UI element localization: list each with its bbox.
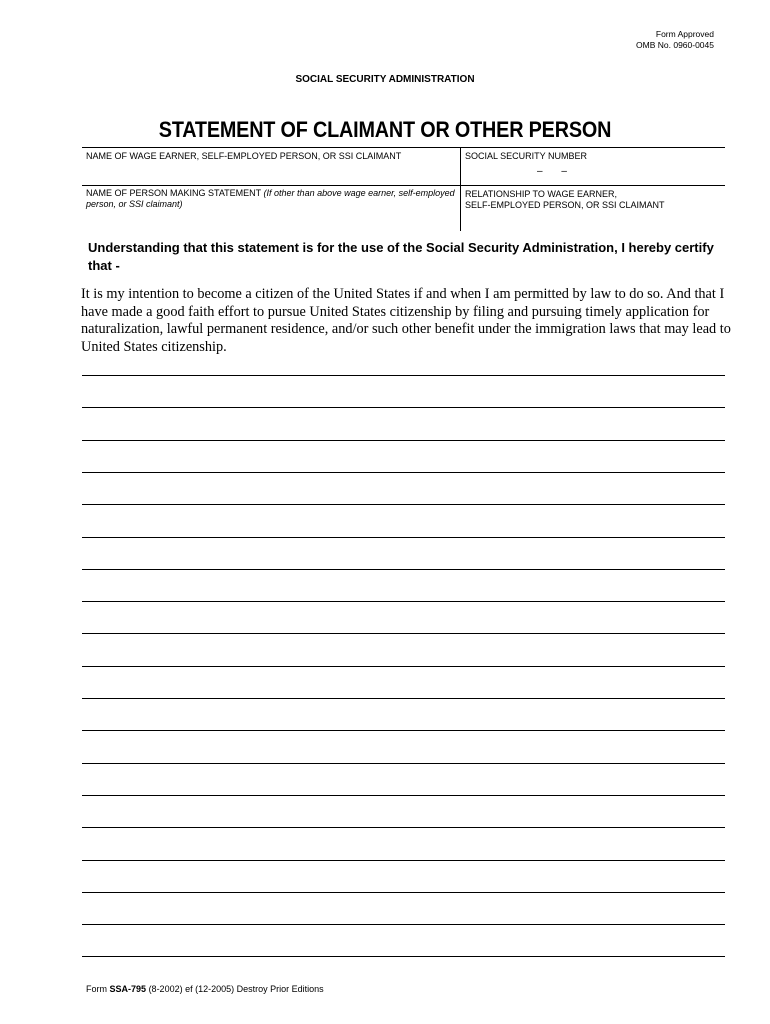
field-grid-top-border: [82, 147, 725, 148]
writing-line[interactable]: [82, 860, 725, 861]
form-footer: [86, 984, 324, 994]
wage-earner-name-field[interactable]: [82, 163, 458, 183]
writing-line[interactable]: [82, 407, 725, 408]
writing-line[interactable]: [82, 569, 725, 570]
field-grid-middle-border: [82, 185, 725, 186]
field-grid-divider: [460, 147, 461, 231]
certification-text: Understanding that this statement is for the use of the Social Security Administration, I hereby certify that -: [88, 240, 714, 273]
writing-line[interactable]: [82, 537, 725, 538]
writing-line[interactable]: [82, 956, 725, 957]
form-approval-block: [636, 29, 714, 51]
relationship-label-line2: SELF-EMPLOYED PERSON, OR SSI CLAIMANT: [465, 200, 665, 210]
ssn-separators: – –: [537, 166, 575, 177]
writing-line[interactable]: [82, 666, 725, 667]
form-id: SSA-795: [109, 984, 147, 994]
writing-line[interactable]: [82, 795, 725, 796]
statement-maker-name-label: [86, 188, 456, 210]
writing-line[interactable]: [82, 375, 725, 376]
writing-line[interactable]: [82, 698, 725, 699]
footer-prefix: Form: [86, 984, 107, 994]
writing-line[interactable]: [82, 730, 725, 731]
form-approved-text: Form Approved: [655, 29, 714, 39]
form-title: STATEMENT OF CLAIMANT OR OTHER PERSON: [158, 117, 612, 142]
statement-maker-label-note: (If other than above wage earner, self-employed person, or SSI claimant): [86, 188, 455, 209]
agency-name: SOCIAL SECURITY ADMINISTRATION: [295, 74, 475, 85]
statement-maker-name-field[interactable]: [82, 212, 458, 230]
writing-line[interactable]: [82, 440, 725, 441]
relationship-label-line1: RELATIONSHIP TO WAGE EARNER,: [465, 189, 618, 199]
writing-line[interactable]: [82, 892, 725, 893]
relationship-field[interactable]: [462, 212, 724, 230]
form-edition: (8-2002) ef (12-2005) Destroy Prior Editions: [148, 984, 324, 994]
writing-line[interactable]: [82, 504, 725, 505]
ssn-field[interactable]: [462, 163, 724, 183]
ssn-label: SOCIAL SECURITY NUMBER: [465, 151, 588, 161]
writing-line[interactable]: [82, 601, 725, 602]
writing-line[interactable]: [82, 924, 725, 925]
omb-number: OMB No. 0960-0045: [636, 40, 714, 50]
writing-line[interactable]: [82, 472, 725, 473]
writing-line[interactable]: [82, 763, 725, 764]
statement-text: It is my intention to become a citizen of the United States if and when I am permitted by law to do so. And that I have made a good faith effort to pursue United States citizenship by filing and pursuing timely application for naturalization, lawful permanent residence, and/or such other benefit under the immigration laws that may lead to United States citizenship.: [81, 286, 731, 355]
relationship-label: [465, 189, 665, 211]
writing-line[interactable]: [82, 633, 725, 634]
writing-line[interactable]: [82, 827, 725, 828]
wage-earner-name-label: NAME OF WAGE EARNER, SELF-EMPLOYED PERSON, OR SSI CLAIMANT: [86, 151, 402, 161]
statement-maker-label-main: NAME OF PERSON MAKING STATEMENT: [86, 188, 262, 198]
